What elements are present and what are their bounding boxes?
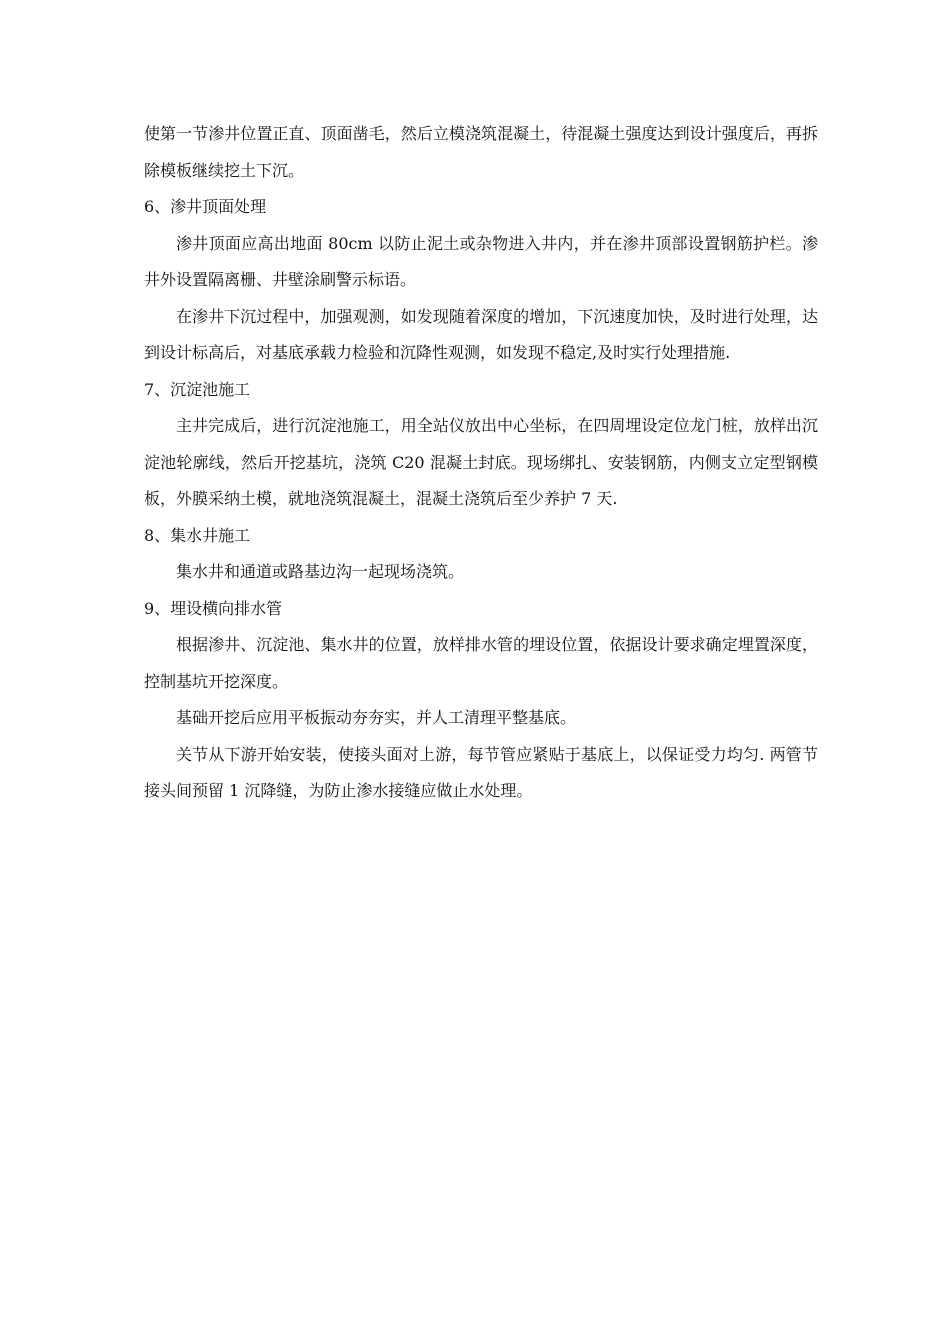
paragraph: 在渗井下沉过程中，加强观测，如发现随着深度的增加，下沉速度加快，及时进行处理，达到设计标高后，对基底承载力检验和沉降性观测，如发现不稳定,及时实行处理措施. (144, 306, 818, 362)
paragraph: 主井完成后，进行沉淀池施工，用全站仪放出中心坐标，在四周埋设定位龙门桩，放样出沉淀池轮廓线，然后开挖基坑，浇筑 C20 混凝土封底。现场绑扎、安装钢筋，内侧支立定型钢模板，外膜采纳土模，就地浇筑混凝土，混凝土浇筑后至少养护 7 天. (144, 416, 818, 508)
section-heading-9: 9、埋设横向排水管 (144, 598, 283, 618)
section-heading-6: 6、渗井顶面处理 (144, 197, 267, 216)
paragraph: 集水井和通道或路基边沟一起现场浇筑。 (176, 562, 465, 581)
paragraph: 根据渗井、沉淀池、集水井的位置，放样排水管的埋设位置，依据设计要求确定埋置深度，控制基坑开挖深度。 (144, 635, 818, 691)
document-body (144, 116, 818, 810)
section-heading-8: 8、集水井施工 (144, 525, 251, 545)
paragraph: 关节从下游开始安装，使接头面对上游，每节管应紧贴于基底上，以保证受力均匀. 两管节接头间预留 1 沉降缝，为防止渗水接缝应做止水处理。 (144, 744, 818, 800)
paragraph-continuation: 使第一节渗井位置正直、顶面凿毛，然后立模浇筑混凝土，待混凝土强度达到设计强度后，再拆除模板继续挖土下沉。 (144, 124, 818, 180)
paragraph: 基础开挖后应用平板振动夯夯实，并人工清理平整基底。 (176, 708, 577, 727)
section-heading-7: 7、沉淀池施工 (144, 379, 251, 399)
paragraph: 渗井顶面应高出地面 80cm 以防止泥土或杂物进入井内，并在渗井顶部设置钢筋护栏。渗井外设置隔离栅、井壁涂刷警示标语。 (144, 233, 818, 289)
